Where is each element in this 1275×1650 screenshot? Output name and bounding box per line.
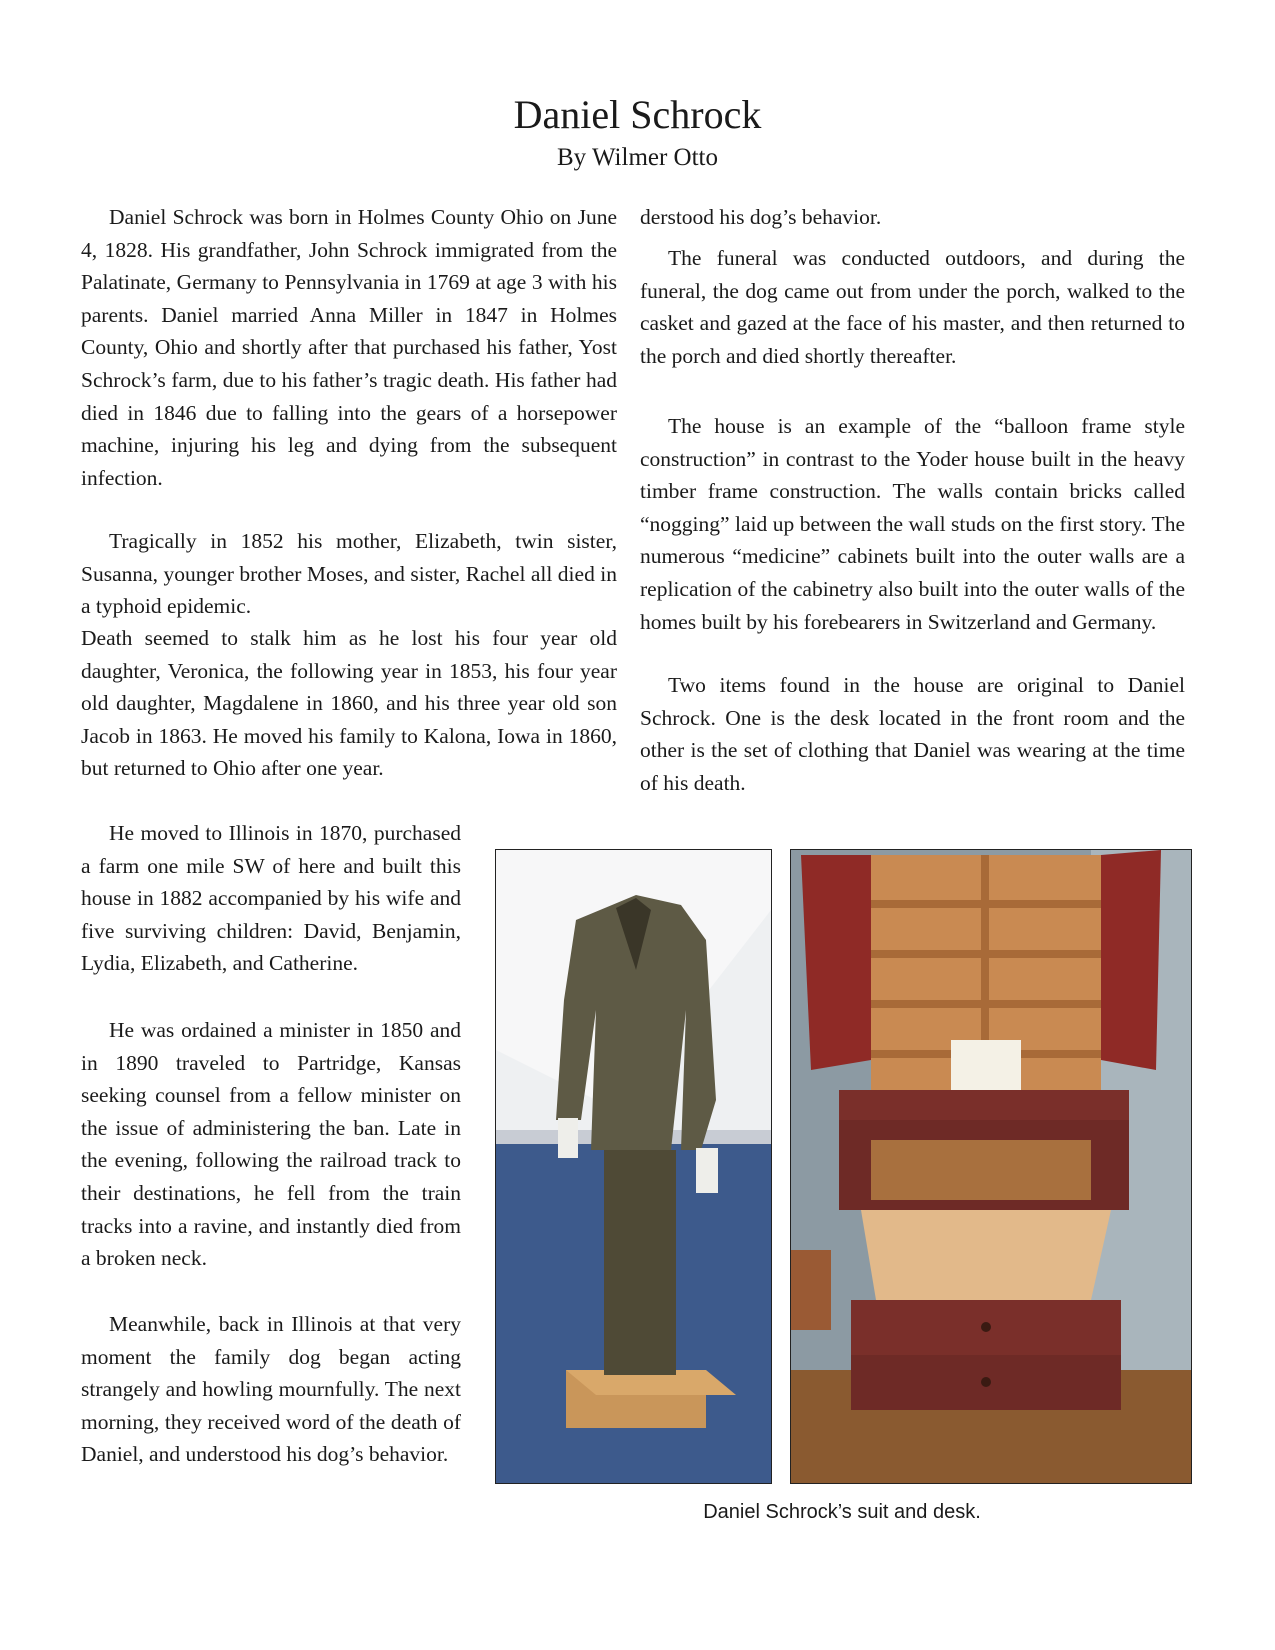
paragraph-items-text: Two items found in the house are original to Daniel Schrock. One is the desk located in the front room and the other is the set of clothing that Daniel was wearing at the time of his death. — [640, 673, 1185, 795]
paragraph-dog-text: Meanwhile, back in Illinois at that very moment the family dog began acting strangely and howling mournfully. The next morning, they received word of the death of Daniel, and understood his dog’s behavior. — [81, 1312, 461, 1467]
paragraph-items — [640, 669, 1185, 799]
paragraph-illinois — [81, 817, 461, 980]
paragraph-typhoid-text: Tragically in 1852 his mother, Elizabeth, twin sister, Susanna, younger brother Moses, and sister, Rachel all died in a typhoid epidemic. — [81, 529, 617, 619]
photo-caption: Daniel Schrock’s suit and desk. — [703, 1501, 981, 1523]
paragraph-dog — [81, 1308, 461, 1503]
paragraph-dog-continued: derstood his dog’s behavior. — [640, 205, 882, 229]
paragraph-birth-text: Daniel Schrock was born in Holmes County Ohio on June 4, 1828. His grandfather, John Schrock immigrated from the Palatinate, Germany to Pennsylvania in 1769 at age 3 with his parents. Daniel married Anna Miller in 1847 in Holmes County, Ohio and shortly after that purchased his father, Yost Schrock’s farm, due to his father’s tragic death. His father had died in 1846 due to falling into the gears of a horsepower machine, injuring his leg and dying from the subsequent infection. — [81, 205, 617, 490]
paragraph-deaths-text: Death seemed to stalk him as he lost his four year old daughter, Veronica, the following year in 1853, his four year old daughter, Magdalene in 1860, and his three year old son Jacob in 1863. He moved his family to Kalona, Iowa in 1860, but returned to Ohio after one year. — [81, 626, 617, 781]
paragraph-funeral-text: The funeral was conducted outdoors, and during the funeral, the dog came out from under the porch, walked to the casket and gazed at the face of his master, and then returned to the porch and died shortly thereafter. — [640, 246, 1185, 368]
paragraph-deaths — [81, 622, 617, 785]
paragraph-illinois-text: He moved to Illinois in 1870, purchased a farm one mile SW of here and built this house in 1882 accompanied by his wife and five surviving children: David, Benjamin, Lydia, Elizabeth, and Catherine. — [81, 821, 461, 976]
desk-photo — [790, 849, 1192, 1484]
suit-photo — [495, 849, 772, 1484]
byline: By Wilmer Otto — [556, 144, 719, 171]
paragraph-minister-text: He was ordained a minister in 1850 and in 1890 traveled to Partridge, Kansas seeking counsel from a fellow minister on the issue of administering the ban. Late in the evening, following the railroad track to their destinations, he fell from the train tracks into a ravine, and instantly died from a broken neck. — [81, 1018, 461, 1271]
paragraph-typhoid — [81, 525, 617, 623]
paragraph-funeral — [640, 242, 1185, 372]
page-title: Daniel Schrock — [513, 92, 762, 137]
paragraph-birth — [81, 201, 617, 494]
paragraph-house — [640, 410, 1185, 638]
paragraph-house-text: The house is an example of the “balloon frame style construction” in contrast to the Yoder house built in the heavy timber frame construction. The walls contain bricks called “nogging” laid up between the wall studs on the first story. The numerous “medicine” cabinets built into the outer walls are a replication of the cabinetry also built into the outer walls of the homes built by his forebearers in Switzerland and Germany. — [640, 414, 1185, 634]
paragraph-minister — [81, 1014, 461, 1275]
